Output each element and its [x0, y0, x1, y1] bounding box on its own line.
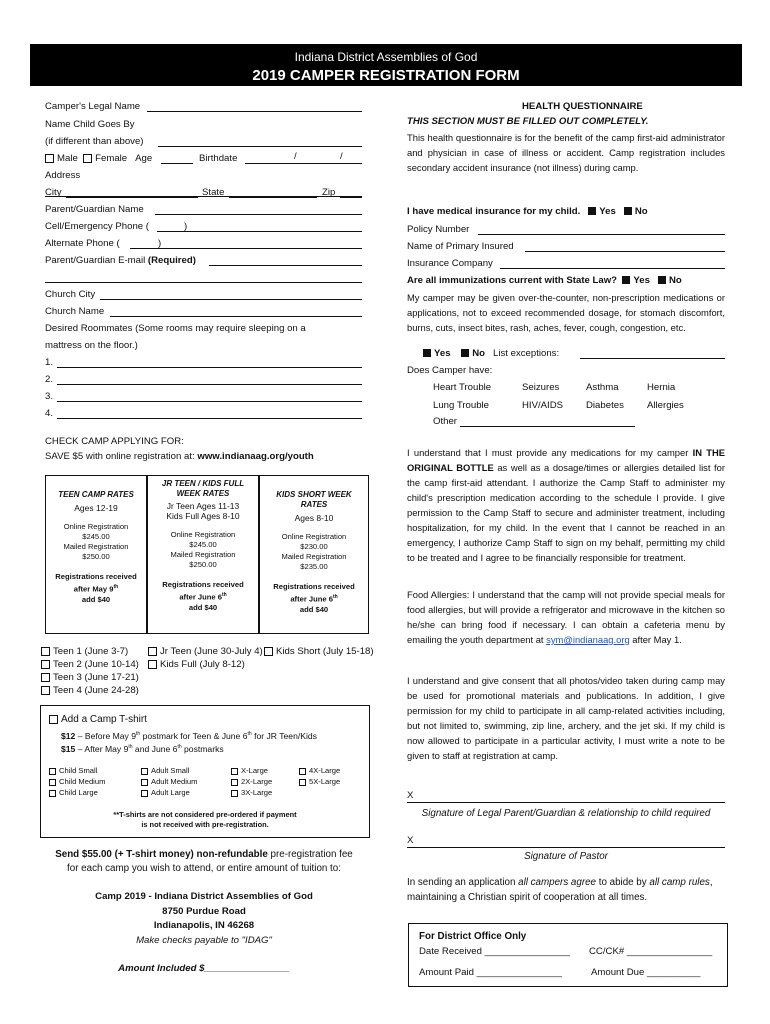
teen-2-option[interactable]: Teen 2 (June 10-14) — [41, 658, 139, 671]
list-exceptions-label: List exceptions: — [493, 348, 560, 359]
office-title: For District Office Only — [419, 931, 527, 942]
legal-name-field[interactable] — [147, 111, 362, 112]
kids-short-rates-box — [259, 475, 369, 634]
teen-mailed-label: Mailed Registration — [63, 542, 129, 551]
kids-full-ages: Kids Full Ages 8-10 — [166, 511, 240, 521]
cond-other: Other — [433, 416, 457, 427]
exceptions-field[interactable] — [580, 358, 725, 359]
state-label: State — [202, 187, 225, 198]
jr-online-label: Online Registration — [170, 530, 236, 539]
alt-phone-label: Alternate Phone ( — [45, 238, 120, 249]
address-label: Address — [45, 170, 81, 181]
save-online-note — [45, 451, 314, 463]
roommate-2-field[interactable] — [57, 384, 362, 385]
immunization-row — [407, 275, 682, 287]
insurance-no-label: No — [634, 206, 648, 217]
otc-no-checkbox[interactable] — [461, 349, 469, 357]
jr-kids-rates-title: JR TEEN / KIDS FULL WEEK RATES — [161, 479, 245, 498]
date-received-field[interactable]: Date Received ________________ — [419, 946, 570, 957]
roommate-2-label: 2. — [45, 374, 54, 385]
teen-online-label: Online Registration — [63, 522, 129, 531]
tshirt-col-1 — [49, 765, 105, 798]
tshirt-title: Add a Camp T-shirt — [61, 714, 147, 725]
roommate-1-label: 1. — [45, 357, 54, 368]
city-label: City — [45, 187, 62, 198]
does-camper-have: Does Camper have: — [407, 365, 493, 376]
otc-no-label: No — [472, 348, 486, 359]
insurance-yes-checkbox[interactable] — [588, 207, 596, 215]
jr-online-price: $245.00 — [189, 540, 217, 549]
health-intro: This health questionnaire is for the benefit of the camp first-aid administrator and physician in case of illness or accident. Camp registration includes secondary accident insurance (not illness) during camp. — [407, 132, 725, 173]
jr-kids-rates-box — [147, 475, 259, 634]
birthdate-label: Birthdate — [199, 153, 238, 164]
male-checkbox[interactable] — [45, 154, 54, 163]
primary-insured-field[interactable] — [525, 251, 725, 252]
insurance-question-row — [407, 206, 648, 218]
checks-payable: Make checks payable to "IDAG" — [136, 935, 272, 946]
size-2xl[interactable]: 2X-Large — [231, 776, 272, 787]
form-header — [30, 44, 742, 86]
short-late-2: after June 6 — [290, 594, 333, 604]
insurance-company-field[interactable] — [500, 268, 725, 269]
save-online-text: SAVE $5 with online registration at: — [45, 451, 195, 462]
cc-ck-field[interactable]: CC/CK# ________________ — [589, 946, 713, 957]
teen-3-option[interactable]: Teen 3 (June 17-21) — [41, 671, 139, 684]
roommate-4-label: 4. — [45, 408, 54, 419]
otc-consent-row — [423, 348, 559, 360]
size-child-small[interactable]: Child Small — [49, 765, 105, 776]
insurance-question: I have medical insurance for my child. — [407, 206, 581, 217]
teen-4-option[interactable]: Teen 4 (June 24-28) — [41, 684, 139, 697]
email-field[interactable] — [209, 265, 362, 266]
teen-late-1: Registrations received — [55, 572, 137, 581]
jr-late-1: Registrations received — [162, 580, 244, 589]
medication-statement: I understand that I must provide any medications for my camper IN THE ORIGINAL BOTTLE as well as a dosage/times or allergies detailed list for the camp first-aid attendant. I authorize the Camp Staff to administer my child's prescription medication according to the schedule I provide. I give permission to the Camp Staff to secure and administer treatment, including hospitalization, for my child. In the event that I cannot be reached in an emergency, I authorize Camp Staff to sign on my behalf, permitting my child to be treated and I agree to be financially responsible for treatment. — [407, 447, 726, 563]
send-line-1: Send $55.00 (+ T-shirt money) non-refundable pre-registration fee — [55, 849, 353, 860]
amount-paid-field[interactable]: Amount Paid ________________ — [419, 967, 562, 978]
immunization-no-label: No — [668, 275, 682, 286]
teen-online-price: $245.00 — [82, 532, 110, 541]
kids-short-ages: Ages 8-10 — [294, 513, 334, 523]
check-camp-heading: CHECK CAMP APPLYING FOR: — [45, 436, 184, 447]
short-online-label: Online Registration — [281, 532, 347, 541]
cell-phone-field[interactable] — [157, 231, 362, 232]
jr-mailed-price: $250.00 — [189, 560, 217, 569]
insurance-yes-label: Yes — [599, 206, 616, 217]
jr-camp-list — [148, 645, 263, 671]
jr-teen-option[interactable]: Jr Teen (June 30-July 4) — [148, 645, 263, 658]
short-mailed-label: Mailed Registration — [281, 552, 347, 561]
size-adult-small[interactable]: Adult Small — [141, 765, 197, 776]
jr-mailed-label: Mailed Registration — [170, 550, 236, 559]
primary-insured-label: Name of Primary Insured — [407, 241, 514, 252]
immunization-yes-checkbox[interactable] — [622, 276, 630, 284]
teen-ages: Ages 12-19 — [74, 503, 118, 513]
photo-consent-statement: I understand and give consent that all photos/video taken during camp may be used for promotional materials and publications. In addition, I give permission for my child to participate in all camp-related activities including, but not limited to, swimming, zip line, archery, and the jet ski. If my child is now allowed to participate in a particular activity, I must write a note to be given to staff at registration at camp. — [407, 675, 725, 761]
size-child-large[interactable]: Child Large — [49, 787, 105, 798]
kids-short-option[interactable]: Kids Short (July 15-18) — [264, 645, 374, 658]
goes-by-label: Name Child Goes By — [45, 119, 135, 130]
otc-yes-label: Yes — [434, 348, 451, 359]
amount-included[interactable]: Amount Included $________________ — [118, 963, 290, 974]
church-name-label: Church Name — [45, 306, 105, 317]
otc-yes-checkbox[interactable] — [423, 349, 431, 357]
female-label: Female — [95, 153, 128, 164]
zip-field[interactable] — [340, 197, 362, 198]
mail-address-3: Indianapolis, IN 46268 — [153, 920, 255, 931]
teen-1-option[interactable]: Teen 1 (June 3-7) — [41, 645, 139, 658]
jr-late-sup: th — [221, 592, 227, 598]
parent-name-label: Parent/Guardian Name — [45, 204, 144, 215]
jr-ages: Jr Teen Ages 11-13 — [166, 501, 240, 511]
cond-heart[interactable]: Heart Trouble — [433, 382, 492, 393]
office-use-box — [408, 923, 728, 987]
teen-late-2-row — [46, 582, 146, 595]
email-label-row — [45, 255, 196, 267]
email-field-line-2[interactable] — [45, 282, 362, 283]
email-required: (Required) — [147, 255, 196, 266]
tshirt-title-row[interactable] — [49, 714, 147, 726]
size-4xl[interactable]: 4X-Large — [299, 765, 340, 776]
cond-seizures[interactable]: Seizures — [522, 382, 560, 393]
tshirt-price-1: $12 – Before May 9th postmark for Teen & June 6th for JR Teen/Kids — [61, 730, 317, 741]
teen-rates-box — [45, 475, 147, 634]
legal-name-label: Camper's Legal Name — [45, 101, 141, 112]
size-child-medium[interactable]: Child Medium — [49, 776, 105, 787]
policy-label: Policy Number — [407, 224, 470, 235]
parent-signature-label: Signature of Legal Parent/Guardian & relationship to child required — [421, 808, 711, 819]
short-camp-list — [264, 645, 374, 658]
pastor-signature-x: X — [407, 835, 414, 846]
tshirt-note-1: **T-shirts are not considered pre-ordered if payment — [113, 810, 297, 819]
mail-address-1: Camp 2019 - Indiana District Assemblies of God — [95, 891, 313, 902]
cell-phone-label: Cell/Emergency Phone ( — [45, 221, 149, 232]
kids-short-rates-title: KIDS SHORT WEEK RATES — [276, 490, 352, 509]
youth-url[interactable]: www.indianaag.org/youth — [197, 451, 314, 462]
teen-camp-list — [41, 645, 139, 697]
parent-signature-x: X — [407, 790, 414, 801]
insurance-no-checkbox[interactable] — [624, 207, 632, 215]
roommate-1-field[interactable] — [57, 367, 362, 368]
parent-signature-field[interactable] — [407, 802, 725, 803]
tshirt-checkbox[interactable] — [49, 715, 58, 724]
roommate-3-label: 3. — [45, 391, 54, 402]
cell-phone-close: ) — [184, 221, 188, 232]
org-name: Indiana District Assemblies of God — [294, 50, 478, 64]
immunization-no-checkbox[interactable] — [658, 276, 666, 284]
cond-hiv[interactable]: HIV/AIDS — [522, 400, 564, 411]
alt-phone-field[interactable] — [130, 248, 362, 249]
tshirt-col-3 — [231, 765, 272, 798]
health-title: HEALTH QUESTIONNAIRE — [522, 101, 643, 112]
cond-lung[interactable]: Lung Trouble — [433, 400, 490, 411]
city-field[interactable] — [66, 197, 198, 198]
roommates-label-2: mattress on the floor.) — [45, 340, 138, 351]
insurance-company-label: Insurance Company — [407, 258, 493, 269]
birthdate-slash-1: / — [294, 151, 297, 162]
immunization-question: Are all immunizations current with State Law? — [407, 275, 618, 286]
church-name-field[interactable] — [110, 316, 362, 317]
roommate-3-field[interactable] — [57, 401, 362, 402]
size-5xl[interactable]: 5X-Large — [299, 776, 340, 787]
short-late-1: Registrations received — [273, 582, 355, 591]
tshirt-col-2 — [141, 765, 197, 798]
immunization-yes-label: Yes — [633, 275, 650, 286]
size-3xl[interactable]: 3X-Large — [231, 787, 272, 798]
short-online-price: $230.00 — [300, 542, 328, 551]
cond-hernia[interactable]: Hernia — [647, 382, 676, 393]
if-different-label: (if different than above) — [45, 136, 144, 147]
cond-allergies[interactable]: Allergies — [647, 400, 684, 411]
short-late-sup: th — [332, 594, 338, 600]
youth-email-link[interactable]: sym@indianaag.org — [546, 634, 630, 645]
birthdate-field[interactable] — [245, 163, 362, 164]
kids-full-option[interactable]: Kids Full (July 8-12) — [148, 658, 263, 671]
teen-late-sup: th — [113, 584, 119, 590]
jr-late-3: add $40 — [188, 602, 218, 612]
mail-address-2: 8750 Purdue Road — [162, 906, 246, 917]
church-city-field[interactable] — [100, 299, 362, 300]
other-field[interactable] — [460, 426, 635, 427]
pastor-signature-label: Signature of Pastor — [524, 851, 608, 862]
form-title: 2019 CAMPER REGISTRATION FORM — [252, 67, 520, 84]
cond-diabetes[interactable]: Diabetes — [586, 400, 624, 411]
zip-label: Zip — [322, 187, 336, 198]
age-field[interactable] — [161, 163, 193, 164]
male-label: Male — [57, 153, 78, 164]
tshirt-price-2: $15 – After May 9th and June 6th postmarks — [61, 743, 224, 754]
tshirt-note-2: is not received with pre-registration. — [141, 820, 269, 829]
age-label: Age — [135, 153, 153, 164]
tshirt-col-4 — [299, 765, 340, 787]
goes-by-field[interactable] — [158, 146, 362, 147]
send-line-2: for each camp you wish to attend, or entire amount of tuition to: — [67, 863, 341, 874]
birthdate-slash-2: / — [340, 151, 343, 162]
teen-rates-title: TEEN CAMP RATES — [58, 490, 134, 499]
female-checkbox[interactable] — [83, 154, 92, 163]
food-allergy-statement: Food Allergies: I understand that the camp will not provide special meals for food allergies, but will provide a refrigerator and microwave in the kitchen so he/she can bring food if necessary. I can obtain a cafeteria menu by emailing the youth department at sym@indianaag.org after May 1. — [407, 589, 725, 645]
state-field[interactable] — [229, 197, 317, 198]
jr-late-2: after June 6 — [179, 592, 222, 602]
amount-due-field[interactable]: Amount Due __________ — [591, 967, 701, 978]
size-xl[interactable]: X-Large — [231, 765, 272, 776]
size-adult-large[interactable]: Adult Large — [141, 787, 197, 798]
otc-statement: My camper may be given over-the-counter, non-prescription medications or applications, not to exceed recommended dosage, for stomach discomfort, burns, cuts, insect bites, rash, aches, fever, cough, congestion, etc. — [407, 292, 725, 333]
agreement-statement: In sending an application all campers agree to abide by all camp rules, maintaining a Christian spirit of cooperation at all times. — [407, 877, 713, 903]
short-late-3: add $40 — [299, 604, 329, 614]
teen-late-3: add $40 — [81, 594, 111, 604]
pastor-signature-field[interactable] — [407, 847, 725, 848]
email-label: Parent/Guardian E-mail — [45, 255, 146, 266]
teen-late-2: after May 9 — [73, 584, 114, 594]
alt-phone-close: ) — [158, 238, 162, 249]
teen-mailed-price: $250.00 — [82, 552, 110, 561]
roommate-4-field[interactable] — [57, 418, 362, 419]
roommates-label-1: Desired Roommates (Some rooms may require sleeping on a — [45, 323, 306, 334]
jr-late-2-row — [148, 590, 258, 603]
church-city-label: Church City — [45, 289, 96, 300]
parent-name-field[interactable] — [155, 214, 362, 215]
short-mailed-price: $235.00 — [300, 562, 328, 571]
health-must: THIS SECTION MUST BE FILLED OUT COMPLETELY. — [407, 116, 649, 127]
tshirt-box — [40, 705, 370, 838]
size-adult-medium[interactable]: Adult Medium — [141, 776, 197, 787]
cond-asthma[interactable]: Asthma — [586, 382, 619, 393]
policy-field[interactable] — [478, 234, 725, 235]
short-late-2-row — [260, 592, 368, 605]
gender-age-row — [45, 153, 152, 165]
